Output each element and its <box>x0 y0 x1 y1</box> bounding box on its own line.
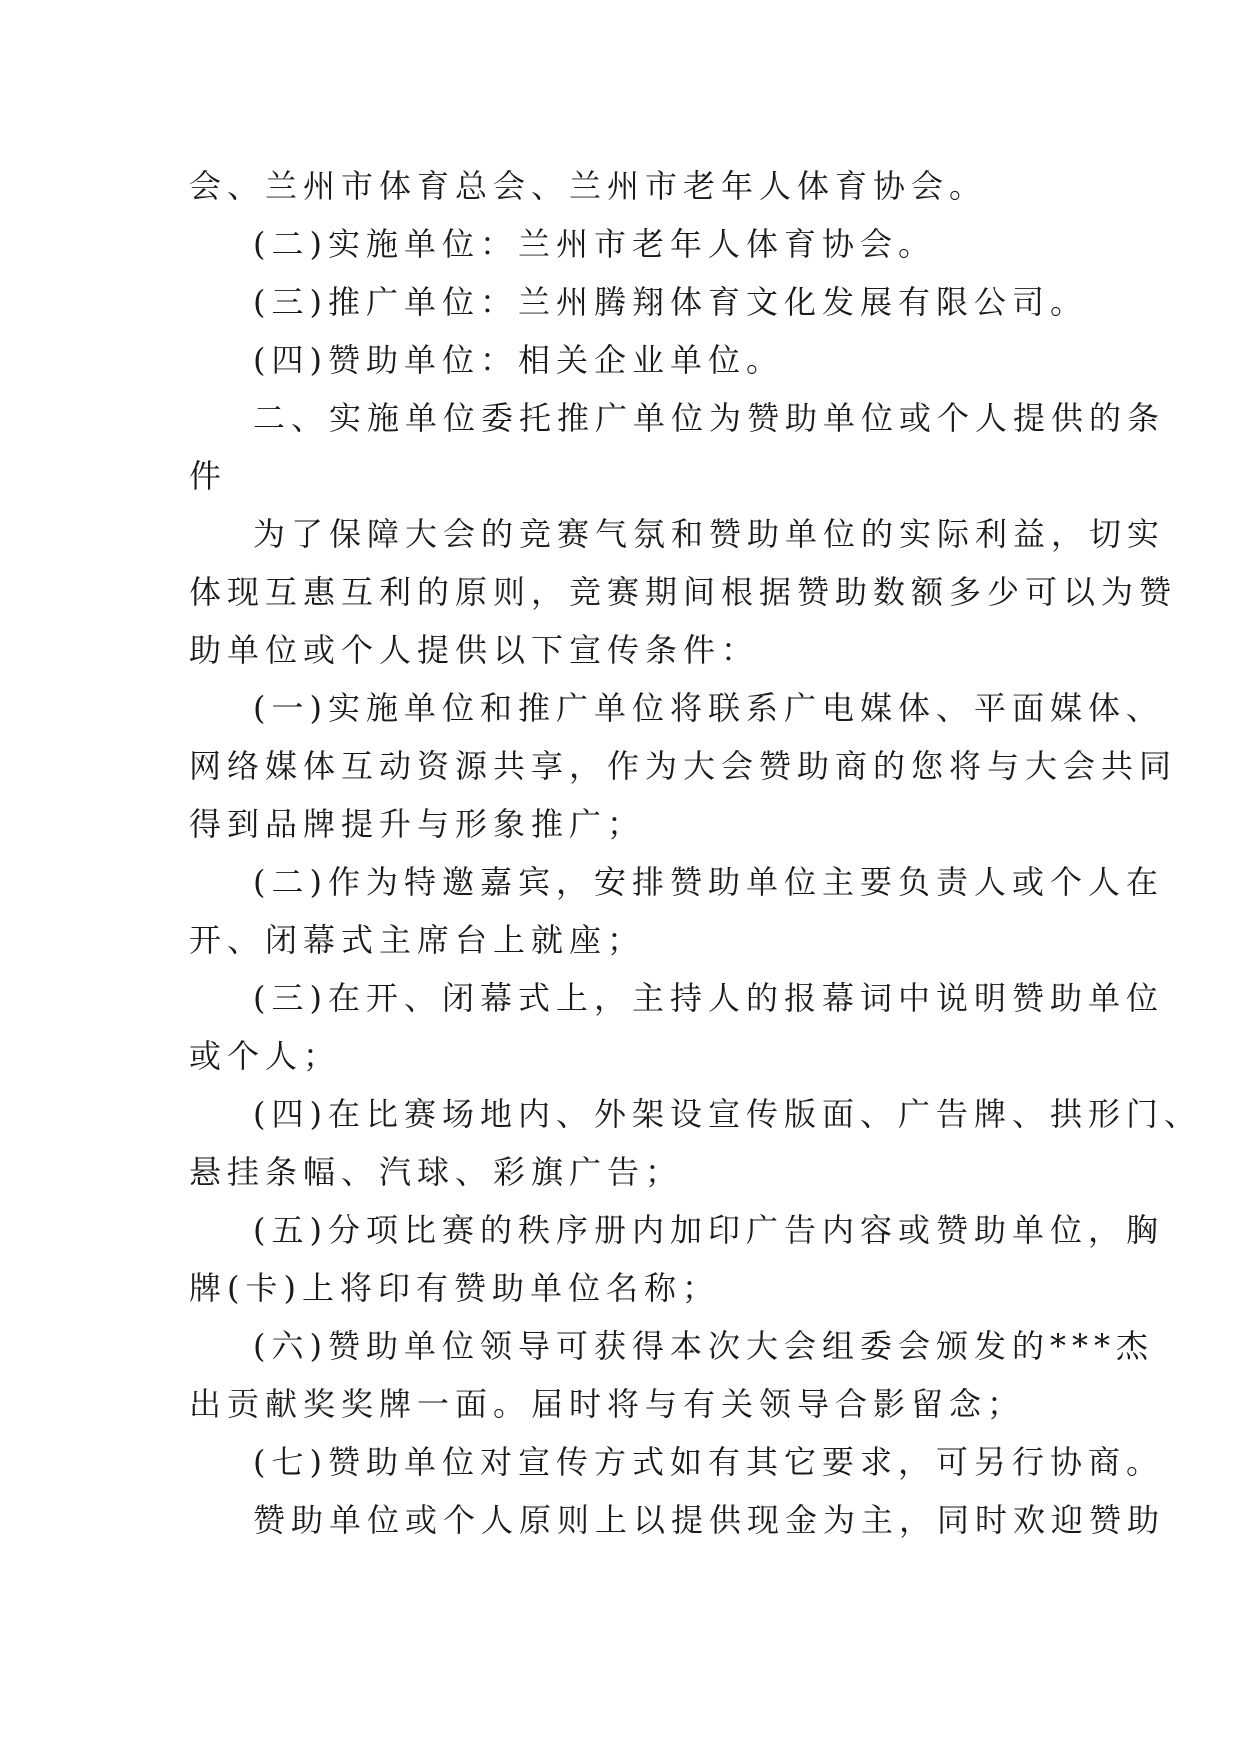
text-line: 悬挂条幅、汽球、彩旗广告； <box>189 1153 684 1191</box>
section-heading-continued: 件 <box>189 457 228 495</box>
text-line: (四)赞助单位：相关企业单位。 <box>253 341 784 379</box>
text-line: 网络媒体互动资源共享，作为大会赞助商的您将与大会共同 <box>189 747 1178 785</box>
text-line: 助单位或个人提供以下宣传条件： <box>189 631 760 669</box>
section-heading: 二、实施单位委托推广单位为赞助单位或个人提供的条 <box>253 399 1166 437</box>
text-line: (三)在开、闭幕式上，主持人的报幕词中说明赞助单位 <box>253 979 1164 1017</box>
text-line: (一)实施单位和推广单位将联系广电媒体、平面媒体、 <box>253 689 1164 727</box>
text-line: (三)推广单位：兰州腾翔体育文化发展有限公司。 <box>253 283 1088 321</box>
text-line: (六)赞助单位领导可获得本次大会组委会颁发的***杰 <box>253 1327 1154 1365</box>
text-line: 牌(卡)上将印有赞助单位名称； <box>189 1269 720 1307</box>
text-line: 为了保障大会的竞赛气氛和赞助单位的实际利益，切实 <box>253 515 1166 553</box>
text-line: (五)分项比赛的秩序册内加印广告内容或赞助单位，胸 <box>253 1211 1164 1249</box>
text-line: (七)赞助单位对宣传方式如有其它要求，可另行协商。 <box>253 1443 1164 1481</box>
text-line: 赞助单位或个人原则上以提供现金为主，同时欢迎赞助 <box>253 1501 1166 1539</box>
text-line: 或个人； <box>189 1037 342 1075</box>
text-line: (二)作为特邀嘉宾，安排赞助单位主要负责人或个人在 <box>253 863 1164 901</box>
text-line: 开、闭幕式主席台上就座； <box>189 921 646 959</box>
text-line: (二)实施单位：兰州市老年人体育协会。 <box>253 225 936 263</box>
text-line: 体现互惠互利的原则，竞赛期间根据赞助数额多少可以为赞 <box>189 573 1178 611</box>
text-line: 得到品牌提升与形象推广； <box>189 805 646 843</box>
text-line: (四)在比赛场地内、外架设宣传版面、广告牌、拱形门、 <box>253 1095 1202 1133</box>
text-line: 会、兰州市体育总会、兰州市老年人体育协会。 <box>189 167 988 205</box>
text-line: 出贡献奖奖牌一面。届时将与有关领导合影留念； <box>189 1385 1026 1423</box>
